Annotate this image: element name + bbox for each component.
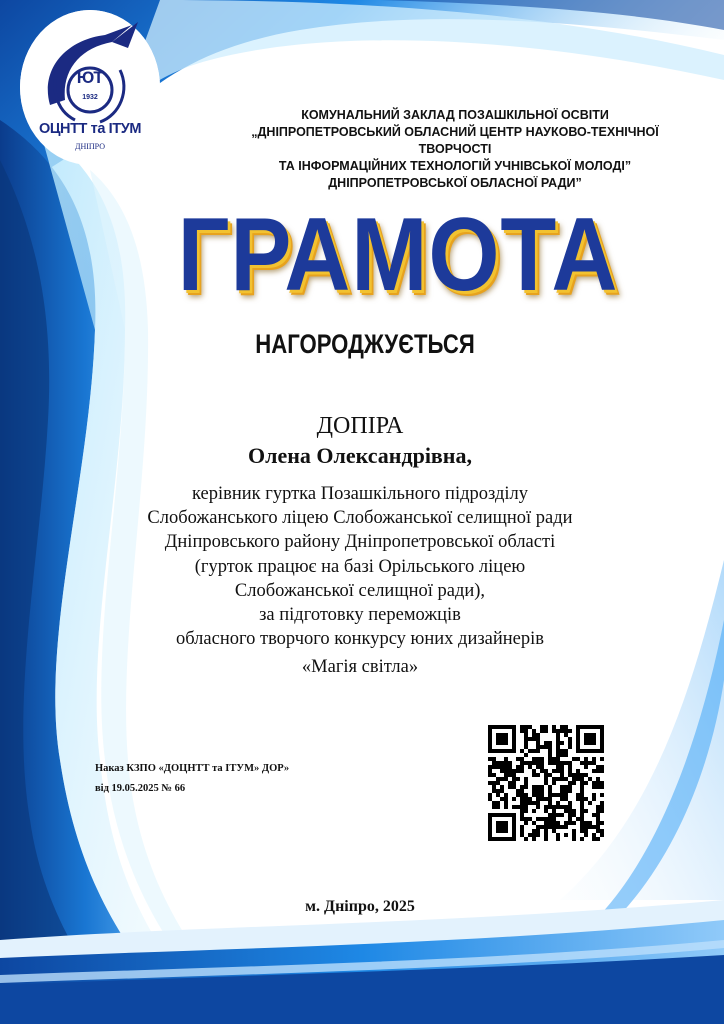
description-line: (гурток працює на базі Орільського ліцею — [194, 556, 526, 577]
organization-name — [220, 107, 690, 192]
logo-city: ДНІПРО — [75, 142, 105, 151]
description-line: керівник гуртка Позашкільного підрозділу — [191, 484, 529, 504]
certificate-title: ГРАМОТА — [177, 197, 619, 313]
order-line: Наказ КЗПО «ДОЦНТТ та ІТУМ» ДОР» — [95, 763, 290, 774]
logo-year: 1932 — [82, 94, 98, 101]
contest-name: «Магія світла» — [301, 657, 419, 678]
logo-name: ОЦНТТ та ІТУМ — [38, 121, 142, 137]
description-line: Дніпровського району Дніпропетровської області — [164, 532, 556, 553]
order-date: від 19.05.2025 № 66 — [95, 783, 186, 794]
award-description — [80, 482, 640, 680]
organization-line: ДНІПРОПЕТРОВСЬКОЇ ОБЛАСНОЇ РАДИ” — [328, 176, 582, 190]
recipient-given-names: Олена Олександрівна, — [248, 443, 472, 468]
recipient-surname: ДОПІРА — [316, 413, 404, 439]
organization-line: КОМУНАЛЬНИЙ ЗАКЛАД ПОЗАШКІЛЬНОЇ ОСВІТИ — [301, 108, 609, 122]
description-line: Слобожанського ліцею Слобожанської селищної ради — [147, 508, 573, 529]
description-line: Слобожанської селищної ради), — [234, 580, 486, 601]
certificate-subtitle: НАГОРОДЖУЄТЬСЯ — [255, 329, 475, 359]
description-line: за підготовку переможців — [259, 605, 461, 626]
place-and-date: м. Дніпро, 2025 — [305, 898, 415, 915]
order-reference — [95, 759, 395, 799]
qr-code-icon[interactable] — [488, 725, 604, 841]
logo-letters: ЮТ — [76, 68, 104, 87]
description-line: обласного творчого конкурсу юних дизайнерів — [175, 629, 545, 650]
logo — [20, 10, 160, 165]
organization-line: „ДНІПРОПЕТРОВСЬКИЙ ОБЛАСНИЙ ЦЕНТР НАУКОВО-ТЕХНІЧНОЇ ТВОРЧОСТІ — [251, 125, 659, 156]
organization-line: ТА ІНФОРМАЦІЙНИХ ТЕХНОЛОГІЙ УЧНІВСЬКОЇ МОЛОДІ” — [278, 159, 632, 173]
